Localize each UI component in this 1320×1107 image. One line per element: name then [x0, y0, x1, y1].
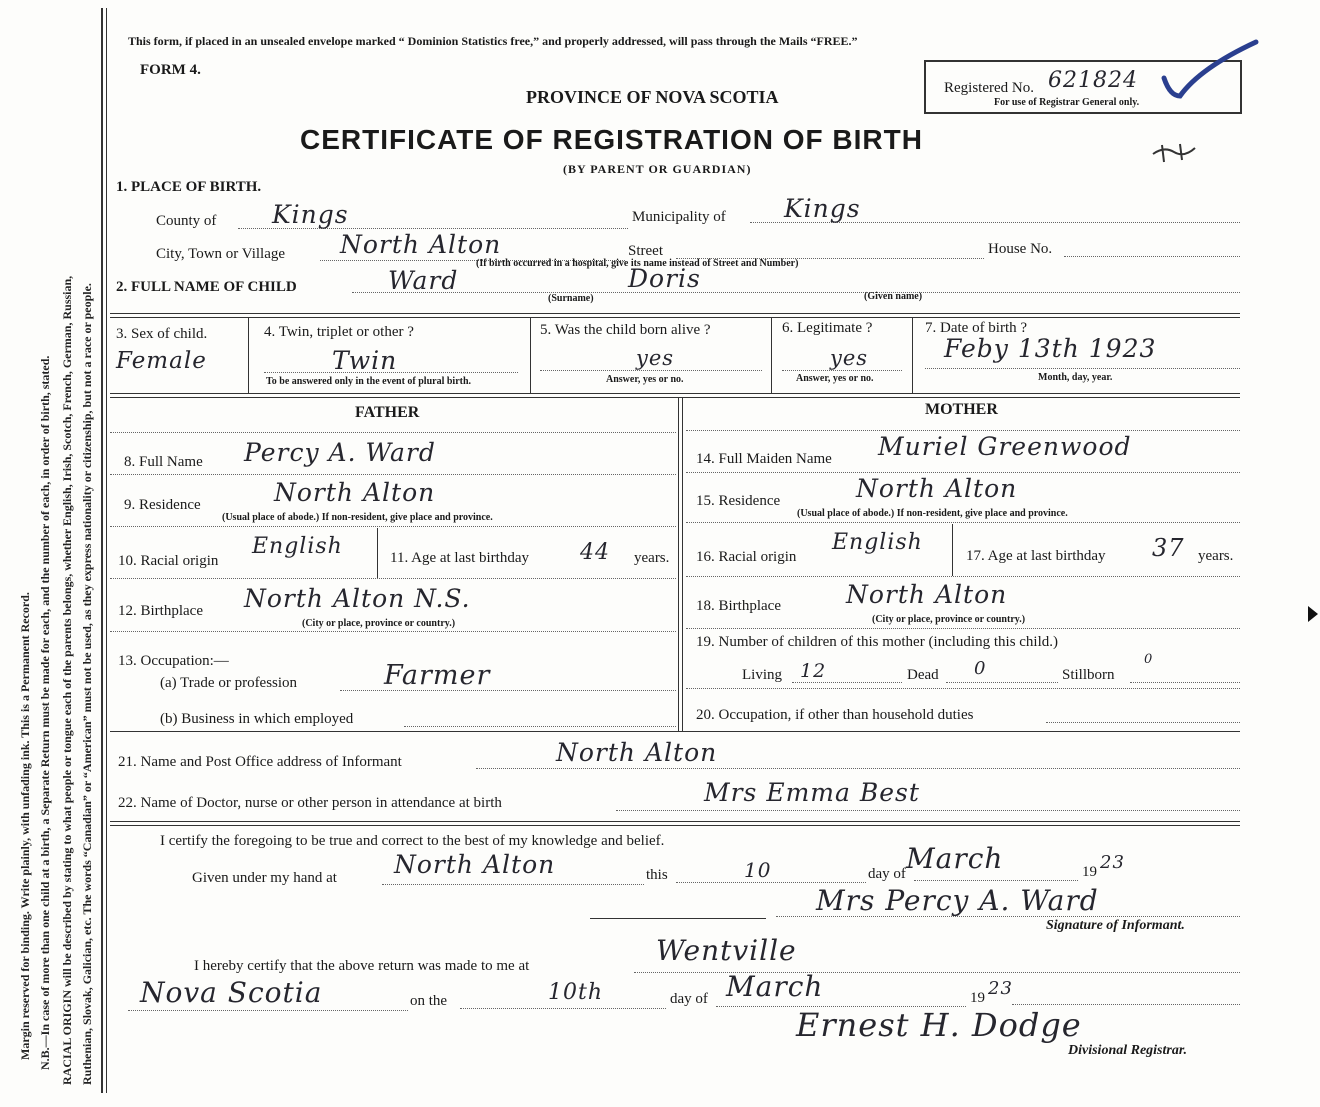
informant-signature: Mrs Percy A. Ward — [816, 884, 1099, 917]
street-label: Street — [628, 243, 663, 259]
mother-birthplace-note: (City or place, province or country.) — [872, 614, 1026, 625]
mother-race-value: English — [832, 530, 923, 555]
father-race-label: 10. Racial origin — [118, 553, 219, 569]
mother-heading: MOTHER — [925, 401, 998, 418]
registrar-year-prefix: 19 — [970, 990, 985, 1006]
father-years-label: years. — [634, 550, 670, 566]
stillborn-value: 0 — [1144, 652, 1154, 667]
father-residence-value: North Alton — [274, 478, 436, 507]
dob-value: Feby 13th 1923 — [944, 334, 1157, 363]
father-heading: FATHER — [355, 404, 420, 421]
mother-name-label: 14. Full Maiden Name — [696, 451, 832, 467]
mother-residence-value: North Alton — [856, 474, 1018, 503]
registrar-day-value: 10th — [548, 980, 604, 1005]
dob-note: Month, day, year. — [1038, 372, 1113, 383]
parent-divider — [678, 397, 679, 732]
mother-residence-label: 15. Residence — [696, 493, 781, 509]
registrar-signature: Ernest H. Dodge — [796, 1006, 1082, 1044]
city-value: North Alton — [340, 230, 502, 259]
sex-label: 3. Sex of child. — [116, 326, 208, 342]
page-title: CERTIFICATE OF REGISTRATION OF BIRTH — [300, 124, 923, 155]
mother-residence-note: (Usual place of abode.) If non-resident, give place and province. — [797, 508, 1068, 519]
father-age-value: 44 — [580, 540, 610, 565]
registrar-signature-caption: Divisional Registrar. — [1068, 1043, 1188, 1058]
page-subtitle: (BY PARENT OR GUARDIAN) — [563, 162, 752, 176]
father-occupation-label: 13. Occupation:— — [118, 653, 229, 669]
municipality-value: Kings — [784, 194, 861, 223]
father-name-label: 8. Full Name — [124, 454, 203, 470]
legitimate-value: yes — [830, 346, 869, 370]
father-residence-label: 9. Residence — [124, 497, 201, 513]
stillborn-label: Stillborn — [1062, 667, 1115, 683]
row-rule — [110, 393, 1240, 394]
row-rule — [110, 397, 1240, 398]
house-no-label: House No. — [988, 241, 1053, 257]
column-divider — [912, 317, 913, 393]
county-value: Kings — [272, 200, 349, 229]
margin-instruction-1: Margin reserved for binding. Write plainly, with unfading ink. This is a Permanent Record. — [18, 592, 32, 1060]
father-birthplace-value: North Alton N.S. — [244, 584, 471, 613]
surname-caption: (Surname) — [548, 293, 594, 304]
sex-value: Female — [116, 348, 207, 374]
margin-border-line — [101, 8, 103, 1093]
row-rule — [110, 731, 1240, 732]
cell-divider — [952, 524, 953, 576]
registrar-day-of-label: day of — [670, 991, 708, 1007]
this-label: this — [646, 867, 668, 883]
given-name-caption: (Given name) — [864, 291, 923, 302]
municipality-label: Municipality of — [632, 209, 726, 225]
registrar-month-value: March — [726, 970, 824, 1003]
mother-race-label: 16. Racial origin — [696, 549, 797, 565]
child-surname-value: Ward — [388, 266, 459, 295]
dob-label: 7. Date of birth ? — [925, 320, 1028, 336]
city-label: City, Town or Village — [156, 246, 286, 262]
trade-label: (a) Trade or profession — [160, 675, 298, 691]
mail-notice: This form, if placed in an unsealed envelope marked “ Dominion Statistics free,” and properly addressed, will pass through the Mails “FREE.” — [128, 34, 858, 48]
mother-age-value: 37 — [1152, 534, 1185, 562]
mother-age-label: 17. Age at last birthday — [966, 548, 1106, 564]
registrar-province-value: Nova Scotia — [140, 976, 323, 1009]
mother-birthplace-label: 18. Birthplace — [696, 598, 781, 614]
mother-years-label: years. — [1198, 548, 1234, 564]
child-name-label: 2. FULL NAME OF CHILD — [116, 279, 297, 295]
margin-instruction-3: RACIAL ORIGIN will be described by stating to what people or tongue each of the parents belongs, whether English, Irish, Scotch, French, German, Russian, — [60, 275, 74, 1085]
mother-name-value: Muriel Greenwood — [878, 432, 1132, 461]
blank-rule — [590, 918, 766, 919]
mother-birthplace-value: North Alton — [846, 580, 1008, 609]
registrar-year-value: 23 — [988, 978, 1013, 999]
informant-label: 21. Name and Post Office address of Informant — [118, 754, 402, 770]
twin-note: To be answered only in the event of plural birth. — [266, 376, 472, 387]
checkmark-icon — [1160, 38, 1260, 102]
children-count-label: 19. Number of children of this mother (including this child.) — [696, 634, 1059, 650]
father-name-value: Percy A. Ward — [244, 438, 436, 467]
province-heading: PROVINCE OF NOVA SCOTIA — [526, 87, 779, 107]
registrar-statement: I hereby certify that the above return was made to me at — [194, 958, 530, 974]
legitimate-answer-note: Answer, yes or no. — [796, 373, 874, 384]
father-birthplace-label: 12. Birthplace — [118, 603, 203, 619]
column-divider — [771, 317, 772, 393]
margin-instruction-2: N.B.—In case of more than one child at a birth, a Separate Return must be made for each, and the number of each, in order of birth, stated. — [38, 355, 52, 1070]
cell-divider — [377, 528, 378, 578]
certify-year-value: 23 — [1100, 852, 1125, 873]
margin-border-line-inner — [106, 8, 107, 1093]
twin-label: 4. Twin, triplet or other ? — [264, 324, 414, 340]
doctor-value: Mrs Emma Best — [704, 778, 920, 807]
mother-occupation-label: 20. Occupation, if other than household duties — [696, 707, 974, 723]
column-divider — [530, 317, 531, 393]
registrar-note: For use of Registrar General only. — [994, 97, 1140, 108]
row-rule — [110, 821, 1240, 822]
on-the-label: on the — [410, 993, 448, 1009]
row-rule — [110, 825, 1240, 826]
row-rule — [110, 317, 1240, 318]
margin-instruction-4: Ruthenian, Slovak, Galician, etc. The words “Canadian” or “American” must not be used, as they express nationality or citizenship, but not a race or people. — [80, 283, 94, 1085]
father-residence-note: (Usual place of abode.) If non-resident, give place and province. — [222, 512, 493, 523]
certify-statement: I certify the foregoing to be true and correct to the best of my knowledge and belief. — [160, 833, 665, 849]
hospital-note: (If birth occurred in a hospital, give its name instead of Street and Number) — [476, 258, 799, 269]
place-of-birth-label: 1. PLACE OF BIRTH. — [116, 179, 262, 195]
certify-year-prefix: 19 — [1082, 864, 1097, 880]
given-place-value: North Alton — [394, 850, 556, 879]
dead-value: 0 — [974, 658, 987, 679]
registered-number: 621824 — [1048, 68, 1138, 93]
page-edge-marker-icon — [1306, 604, 1320, 624]
living-value: 12 — [800, 660, 827, 682]
registrar-place-value: Wentville — [656, 934, 797, 967]
alive-label: 5. Was the child born alive ? — [540, 322, 711, 338]
row-rule — [110, 313, 1240, 314]
given-under-hand-label: Given under my hand at — [192, 870, 337, 886]
legitimate-label: 6. Legitimate ? — [782, 320, 873, 336]
registered-label: Registered No. — [944, 80, 1034, 96]
living-label: Living — [742, 667, 782, 683]
alive-value: yes — [636, 346, 675, 370]
dead-label: Dead — [907, 667, 939, 683]
form-number: FORM 4. — [140, 62, 201, 78]
trade-value: Farmer — [384, 660, 491, 691]
business-label: (b) Business in which employed — [160, 711, 354, 727]
father-birthplace-note: (City or place, province or country.) — [302, 618, 456, 629]
child-given-name-value: Doris — [628, 264, 701, 293]
county-label: County of — [156, 213, 217, 229]
father-age-label: 11. Age at last birthday — [390, 550, 529, 566]
column-divider — [248, 317, 249, 393]
alive-answer-note: Answer, yes or no. — [606, 374, 684, 385]
doctor-label: 22. Name of Doctor, nurse or other person in attendance at birth — [118, 795, 502, 811]
parent-divider — [682, 397, 683, 732]
stamp-mark-icon — [1150, 140, 1198, 166]
certify-day-value: 10 — [744, 858, 772, 882]
father-race-value: English — [252, 534, 343, 559]
twin-value: Twin — [332, 346, 398, 375]
informant-value: North Alton — [556, 738, 718, 767]
certify-month-value: March — [906, 842, 1004, 875]
certify-day-of-label: day of — [868, 866, 906, 882]
informant-signature-caption: Signature of Informant. — [1046, 918, 1185, 933]
